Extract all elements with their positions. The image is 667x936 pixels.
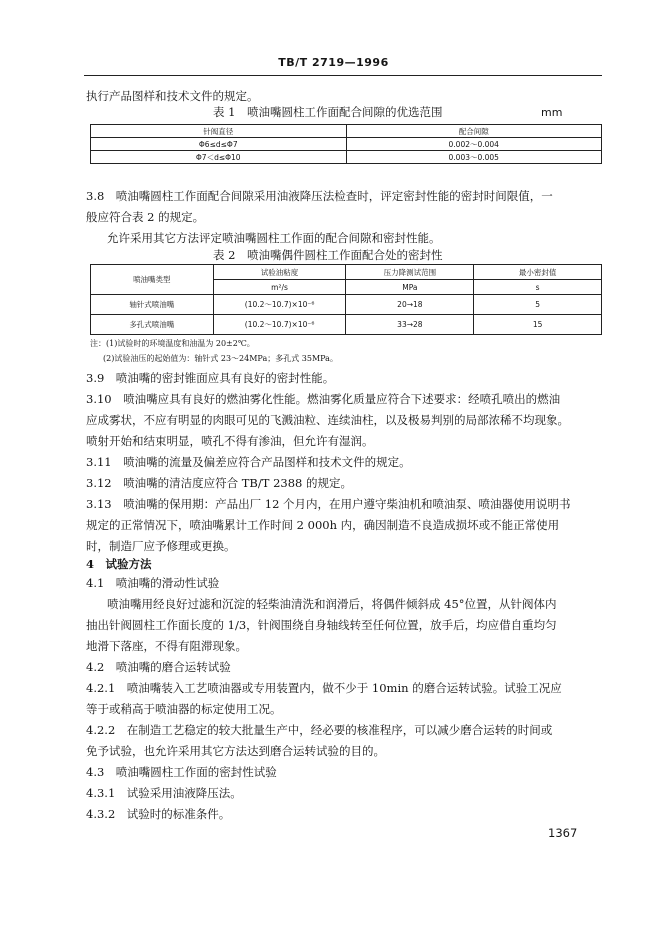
table-cell: 0.002～0.004: [346, 138, 602, 151]
sec-3-10-line1: 3.10 喷油嘴应具有良好的燃油雾化性能。燃油雾化质量应符合下述要求：经喷孔喷出的燃油: [86, 392, 561, 406]
table-cell: 33→28: [346, 315, 474, 335]
sec-3-10-line3: 喷射开始和结束明显，喷孔不得有渗油，但允许有湿润。: [86, 434, 374, 448]
sec-3-8-line3: 允许采用其它方法评定喷油嘴圆柱工作面的配合间隙和密封性能。: [107, 231, 441, 245]
table2-title: 表 2 喷油嘴偶件圆柱工作面配合处的密封性: [213, 248, 443, 262]
table-cell: (10.2～10.7)×10⁻⁶: [213, 315, 346, 335]
table1-header-row: [91, 125, 602, 138]
table-cell: Φ7＜d≤Φ10: [91, 151, 347, 164]
table-cell: (10.2～10.7)×10⁻⁶: [213, 295, 346, 315]
table2-unit-cell: s: [474, 280, 602, 295]
sec-3-8-line2: 般应符合表 2 的规定。: [86, 210, 205, 224]
table-cell: 0.003～0.005: [346, 151, 602, 164]
table-cell: 20→18: [346, 295, 474, 315]
table2-header-cell: 喷油嘴类型: [91, 265, 214, 295]
sec-4-1-title: 4.1 喷油嘴的滑动性试验: [86, 576, 220, 590]
sec-4-1-line3: 地滑下落座，不得有阻滞现象。: [86, 639, 247, 653]
intro-line: 执行产品图样和技术文件的规定。: [86, 89, 259, 103]
header-rule: [84, 75, 602, 76]
sec-4-heading: 4 试验方法: [86, 557, 152, 571]
sec-4-3-2: 4.3.2 试验时的标准条件。: [86, 807, 231, 821]
table-cell: 15: [474, 315, 602, 335]
page-number: 1367: [548, 826, 578, 840]
sec-4-2-title: 4.2 喷油嘴的磨合运转试验: [86, 660, 231, 674]
table-row: [91, 138, 602, 151]
sec-4-2-1-line2: 等于或稍高于喷油器的标定使用工况。: [86, 702, 282, 716]
sec-4-2-2-line1: 4.2.2 在制造工艺稳定的较大批量生产中，经必要的核准程序，可以减少磨合运转的时间或: [86, 723, 553, 737]
table2-header-row: [91, 265, 602, 280]
table-cell: Φ6≤d≤Φ7: [91, 138, 347, 151]
table2: [90, 264, 602, 335]
sec-4-1-line1: 喷油嘴用经良好过滤和沉淀的轻柴油清洗和润滑后，将偶件倾斜成 45°位置，从针阀体内: [107, 597, 557, 611]
table1: [90, 124, 602, 164]
sec-4-3-title: 4.3 喷油嘴圆柱工作面的密封性试验: [86, 765, 277, 779]
sec-3-8-line1: 3.8 喷油嘴圆柱工作面配合间隙采用油液降压法检查时，评定密封性能的密封时间限值，一: [86, 189, 553, 203]
table1-title: 表 1 喷油嘴圆柱工作面配合间隙的优选范围: [213, 105, 443, 119]
table2-unit-cell: m²/s: [213, 280, 346, 295]
table-cell: 轴针式喷油嘴: [91, 295, 214, 315]
table2-header-cell: 试验油粘度: [213, 265, 346, 280]
sec-4-1-line2: 抽出针阀圆柱工作面长度的 1/3，针阀围绕自身轴线转至任何位置，放手后，均应借自重均匀: [86, 618, 557, 632]
table1-unit: mm: [541, 106, 563, 119]
sec-3-9: 3.9 喷油嘴的密封锥面应具有良好的密封性能。: [86, 371, 335, 385]
table-cell: 5: [474, 295, 602, 315]
sec-3-13-line2: 规定的正常情况下，喷油嘴累计工作时间 2 000h 内，确因制造不良造成损坏或不能正常使用: [86, 518, 560, 532]
sec-4-3-1: 4.3.1 试验采用油液降压法。: [86, 786, 242, 800]
table2-unit-cell: MPa: [346, 280, 474, 295]
sec-3-12: 3.12 喷油嘴的清洁度应符合 TB/T 2388 的规定。: [86, 476, 353, 490]
table2-header-cell: 压力降测试范围: [346, 265, 474, 280]
sec-4-2-1-line1: 4.2.1 喷油嘴装入工艺喷油器或专用装置内，做不少于 10min 的磨合运转试验。试验工况应: [86, 681, 562, 695]
sec-4-2-2-line2: 免予试验，也允许采用其它方法达到磨合运转试验的目的。: [86, 744, 385, 758]
sec-3-13-line1: 3.13 喷油嘴的保用期：产品出厂 12 个月内，在用户遵守柴油机和喷油泵、喷油器使用说明书: [86, 497, 571, 511]
table-row: [91, 315, 602, 335]
table2-note2: (2)试验油压的起始值为：轴针式 23～24MPa；多孔式 35MPa。: [103, 354, 338, 363]
table1-header-cell: 配合间隙: [346, 125, 602, 138]
table2-note1: 注：(1)试验时的环境温度和油温为 20±2℃。: [90, 339, 255, 348]
sec-3-13-line3: 时，制造厂应予修理或更换。: [86, 539, 236, 553]
table-row: [91, 151, 602, 164]
sec-3-10-line2: 应成雾状，不应有明显的肉眼可见的飞溅油粒、连续油柱，以及极易判别的局部浓稀不均现象。: [86, 413, 569, 427]
table-row: [91, 295, 602, 315]
table1-header-cell: 针阀直径: [91, 125, 347, 138]
table2-header-cell: 最小密封值: [474, 265, 602, 280]
sec-3-11: 3.11 喷油嘴的流量及偏差应符合产品图样和技术文件的规定。: [86, 455, 411, 469]
standard-header: TB/T 2719—1996: [278, 56, 389, 69]
table-cell: 多孔式喷油嘴: [91, 315, 214, 335]
